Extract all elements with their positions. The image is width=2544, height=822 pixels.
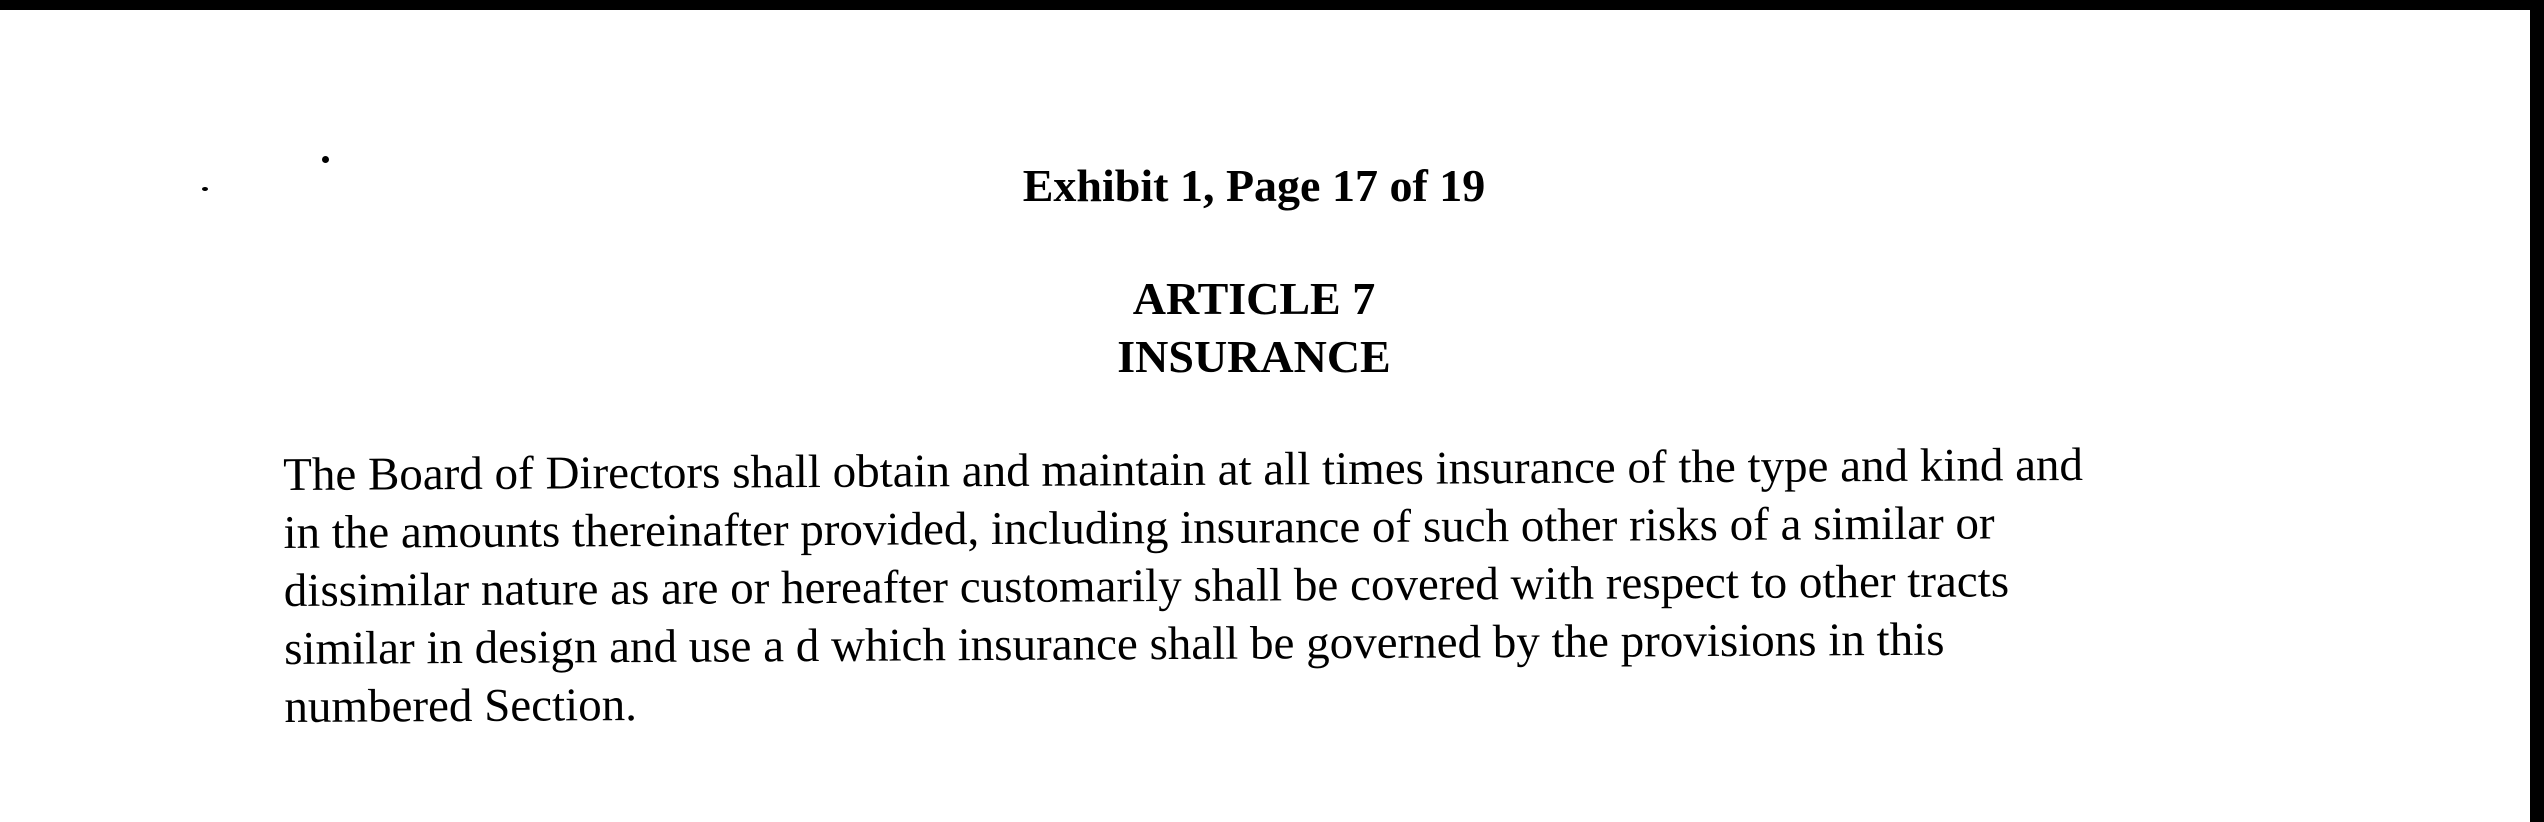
body-paragraph <box>283 435 2285 736</box>
paragraph-line: dissimilar nature as are or hereafter customarily shall be covered with respect to other tracts <box>283 555 2010 617</box>
article-title: INSURANCE <box>1117 331 1391 382</box>
article-number: ARTICLE 7 <box>1132 273 1376 324</box>
scan-top-border <box>0 0 2544 10</box>
article-heading <box>0 270 2508 386</box>
exhibit-page-label: Exhibit 1, Page 17 of 19 <box>1022 160 1486 211</box>
paragraph-line: in the amounts thereinafter provided, including insurance of such other risks of a similar or <box>283 497 1995 559</box>
scan-right-border <box>2530 0 2544 822</box>
paragraph-line: numbered Section. <box>284 679 638 733</box>
paragraph-line: similar in design and use a d which insurance shall be governed by the provisions in this <box>283 613 1945 675</box>
paragraph-line: The Board of Directors shall obtain and maintain at all times insurance of the type and kind and <box>283 438 2084 501</box>
